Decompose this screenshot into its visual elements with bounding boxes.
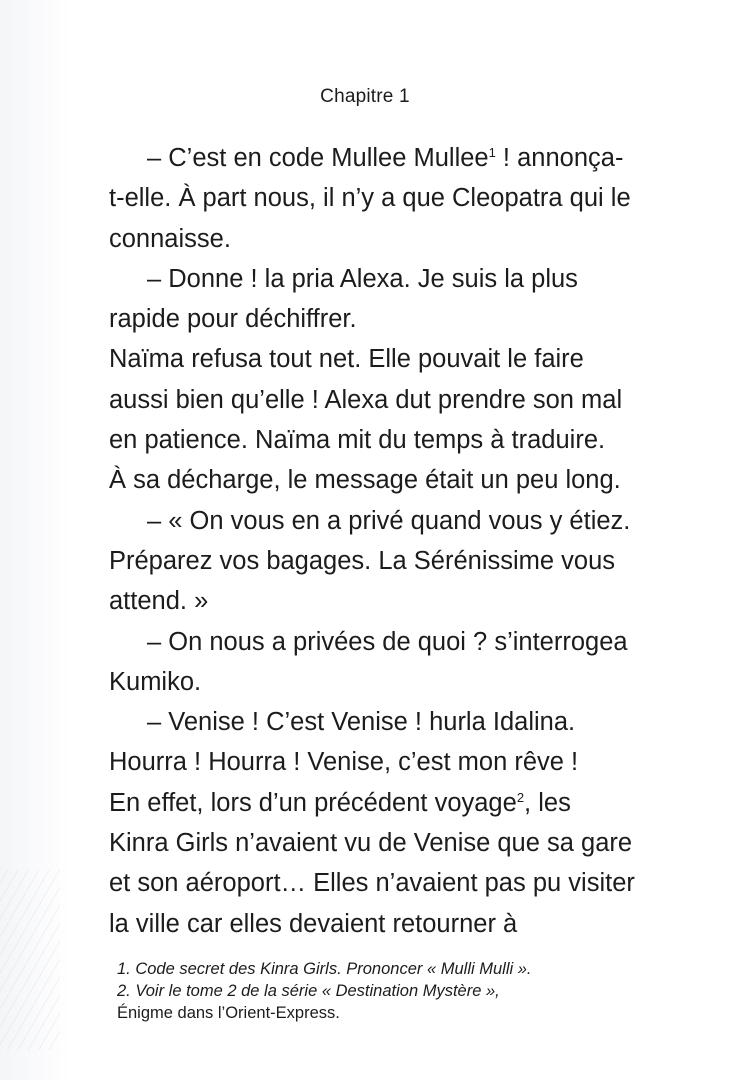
- text-line: [109, 138, 629, 178]
- text-line: [109, 783, 629, 823]
- text-line-content: et son aéroport… Elles n’avaient pas pu visiter: [109, 869, 635, 898]
- footnote-marker: 1: [488, 145, 496, 160]
- text-line: [109, 863, 635, 903]
- text-line-content: En effet, lors d’un précédent voyage: [109, 788, 517, 817]
- text-line-continuation: ! annonça-: [495, 144, 624, 172]
- text-line: [109, 339, 629, 379]
- text-line-content: Naïma refusa tout net. Elle pouvait le faire: [109, 345, 584, 374]
- body-text: [109, 138, 635, 944]
- text-line-content: Préparez vos bagages. La Sérénissime vous: [109, 546, 616, 575]
- text-line: [109, 541, 629, 581]
- text-line: [109, 259, 629, 299]
- text-line: [109, 581, 629, 621]
- text-line: [109, 299, 629, 339]
- text-line: [109, 904, 629, 944]
- text-line: [109, 501, 629, 541]
- text-line-content: – Venise ! C’est Venise ! hurla Idalina.: [147, 708, 576, 737]
- text-line-content: aussi bien qu’elle ! Alexa dut prendre son mal: [109, 385, 623, 414]
- text-line-content: – On nous a privées de quoi ? s’interrogea: [147, 627, 628, 656]
- running-head: Chapitre 1: [320, 86, 410, 107]
- text-line-content: Kumiko.: [109, 667, 202, 696]
- text-line: [109, 662, 629, 702]
- text-line: [109, 742, 629, 782]
- page-edge-texture: [0, 870, 60, 1050]
- text-line-content: À sa décharge, le message était un peu long.: [109, 466, 621, 495]
- text-line: [109, 178, 629, 218]
- text-line-continuation: , les: [524, 788, 571, 817]
- footnote-2-title: Énigme dans l’Orient-Express.: [117, 1004, 340, 1022]
- text-line-content: en patience. Naïma mit du temps à traduire.: [109, 426, 606, 455]
- text-line: [109, 823, 633, 863]
- text-line-content: connaisse.: [109, 224, 231, 253]
- text-line: [109, 702, 629, 742]
- text-line-content: rapide pour déchiffrer.: [109, 305, 357, 334]
- text-line-content: – « On vous en a privé quand vous y étiez.: [147, 506, 631, 535]
- text-line: [109, 460, 629, 500]
- text-line: [109, 219, 629, 259]
- footnote-1: 1. Code secret des Kinra Girls. Prononcer « Mulli Mulli ».: [117, 960, 532, 978]
- footnote-2: 2. Voir le tome 2 de la série « Destination Mystère »,: [117, 982, 500, 1000]
- text-line: [109, 622, 629, 662]
- text-line: [109, 420, 629, 460]
- footnotes: [117, 958, 637, 1024]
- text-line-content: la ville car elles devaient retourner à: [109, 909, 518, 938]
- footnote-marker: 2: [516, 789, 525, 805]
- text-line-content: Hourra ! Hourra ! Venise, c’est mon rêve !: [109, 748, 579, 777]
- text-line-content: – Donne ! la pria Alexa. Je suis la plus: [147, 264, 578, 293]
- text-line-content: t-elle. À part nous, il n’y a que Cleopatra qui le: [109, 184, 631, 213]
- text-line-content: attend. »: [109, 587, 209, 616]
- text-line-content: Kinra Girls n’avaient vu de Venise que sa gare: [109, 829, 633, 858]
- text-line-content: – C’est en code Mullee Mullee: [147, 144, 489, 172]
- text-line: [109, 380, 629, 420]
